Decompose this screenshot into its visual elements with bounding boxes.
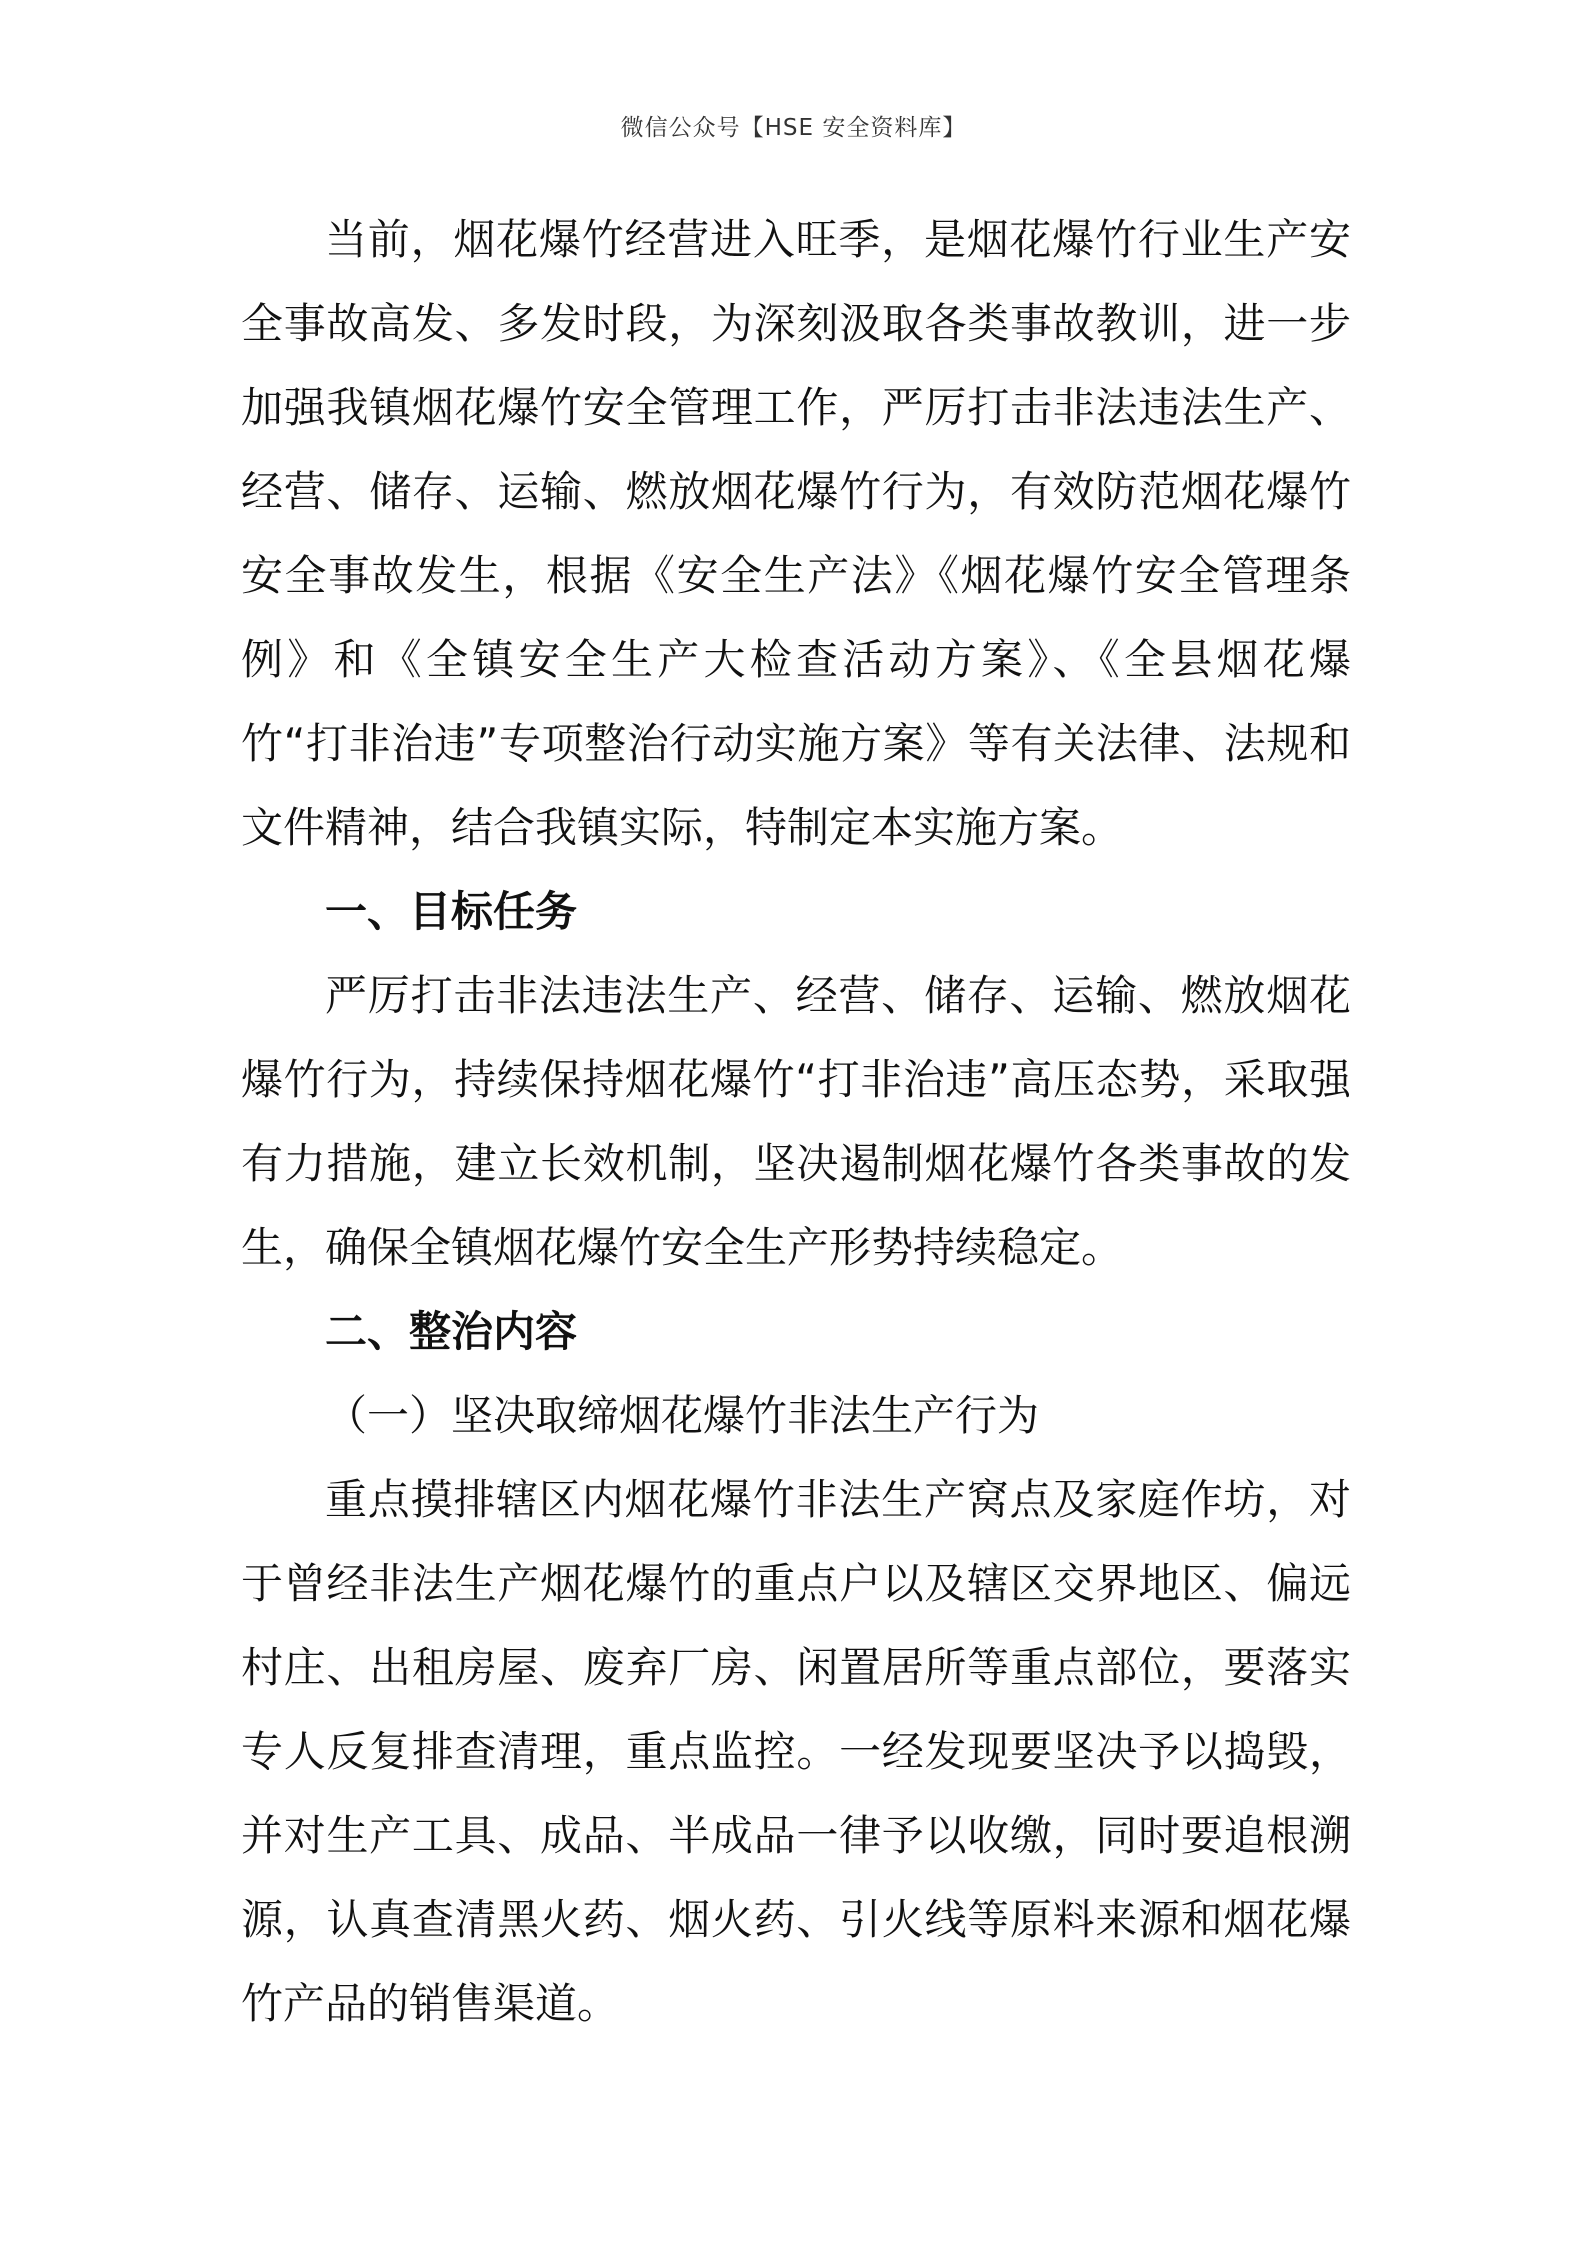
document-body [241, 198, 1351, 2046]
section-heading-content: 二、整治内容 [325, 1307, 578, 1356]
intro-paragraph: 当前，烟花爆竹经营进入旺季，是烟花爆竹行业生产安全事故高发、多发时段，为深刻汲取各类事故教训，进一步加强我镇烟花爆竹安全管理工作，严厉打击非法违法生产、经营、储存、运输、燃放烟花爆竹行为，有效防范烟花爆竹安全事故发生，根据《安全生产法》《烟花爆竹安全管理条例》和《全镇安全生产大检查活动方案》、《全县烟花爆竹“打非治违”专项整治行动实施方案》等有关法律、法规和文件精神，结合我镇实际，特制定本实施方案。 [241, 215, 1351, 852]
subsection-heading-illegal-production: （一）坚决取缔烟花爆竹非法生产行为 [325, 1391, 1040, 1440]
section-heading-goals: 一、目标任务 [325, 887, 578, 936]
illegal-production-paragraph: 重点摸排辖区内烟花爆竹非法生产窝点及家庭作坊，对于曾经非法生产烟花爆竹的重点户以及辖区交界地区、偏远村庄、出租房屋、废弃厂房、闲置居所等重点部位，要落实专人反复排查清理，重点监控。一经发现要坚决予以捣毁，并对生产工具、成品、半成品一律予以收缴，同时要追根溯源，认真查清黑火药、烟火药、引火线等原料来源和烟花爆竹产品的销售渠道。 [241, 1475, 1351, 2028]
page-header: 微信公众号【HSE 安全资料库】 [620, 115, 967, 141]
goals-paragraph: 严厉打击非法违法生产、经营、储存、运输、燃放烟花爆竹行为，持续保持烟花爆竹“打非治违”高压态势，采取强有力措施，建立长效机制，坚决遏制烟花爆竹各类事故的发生，确保全镇烟花爆竹安全生产形势持续稳定。 [241, 971, 1351, 1272]
